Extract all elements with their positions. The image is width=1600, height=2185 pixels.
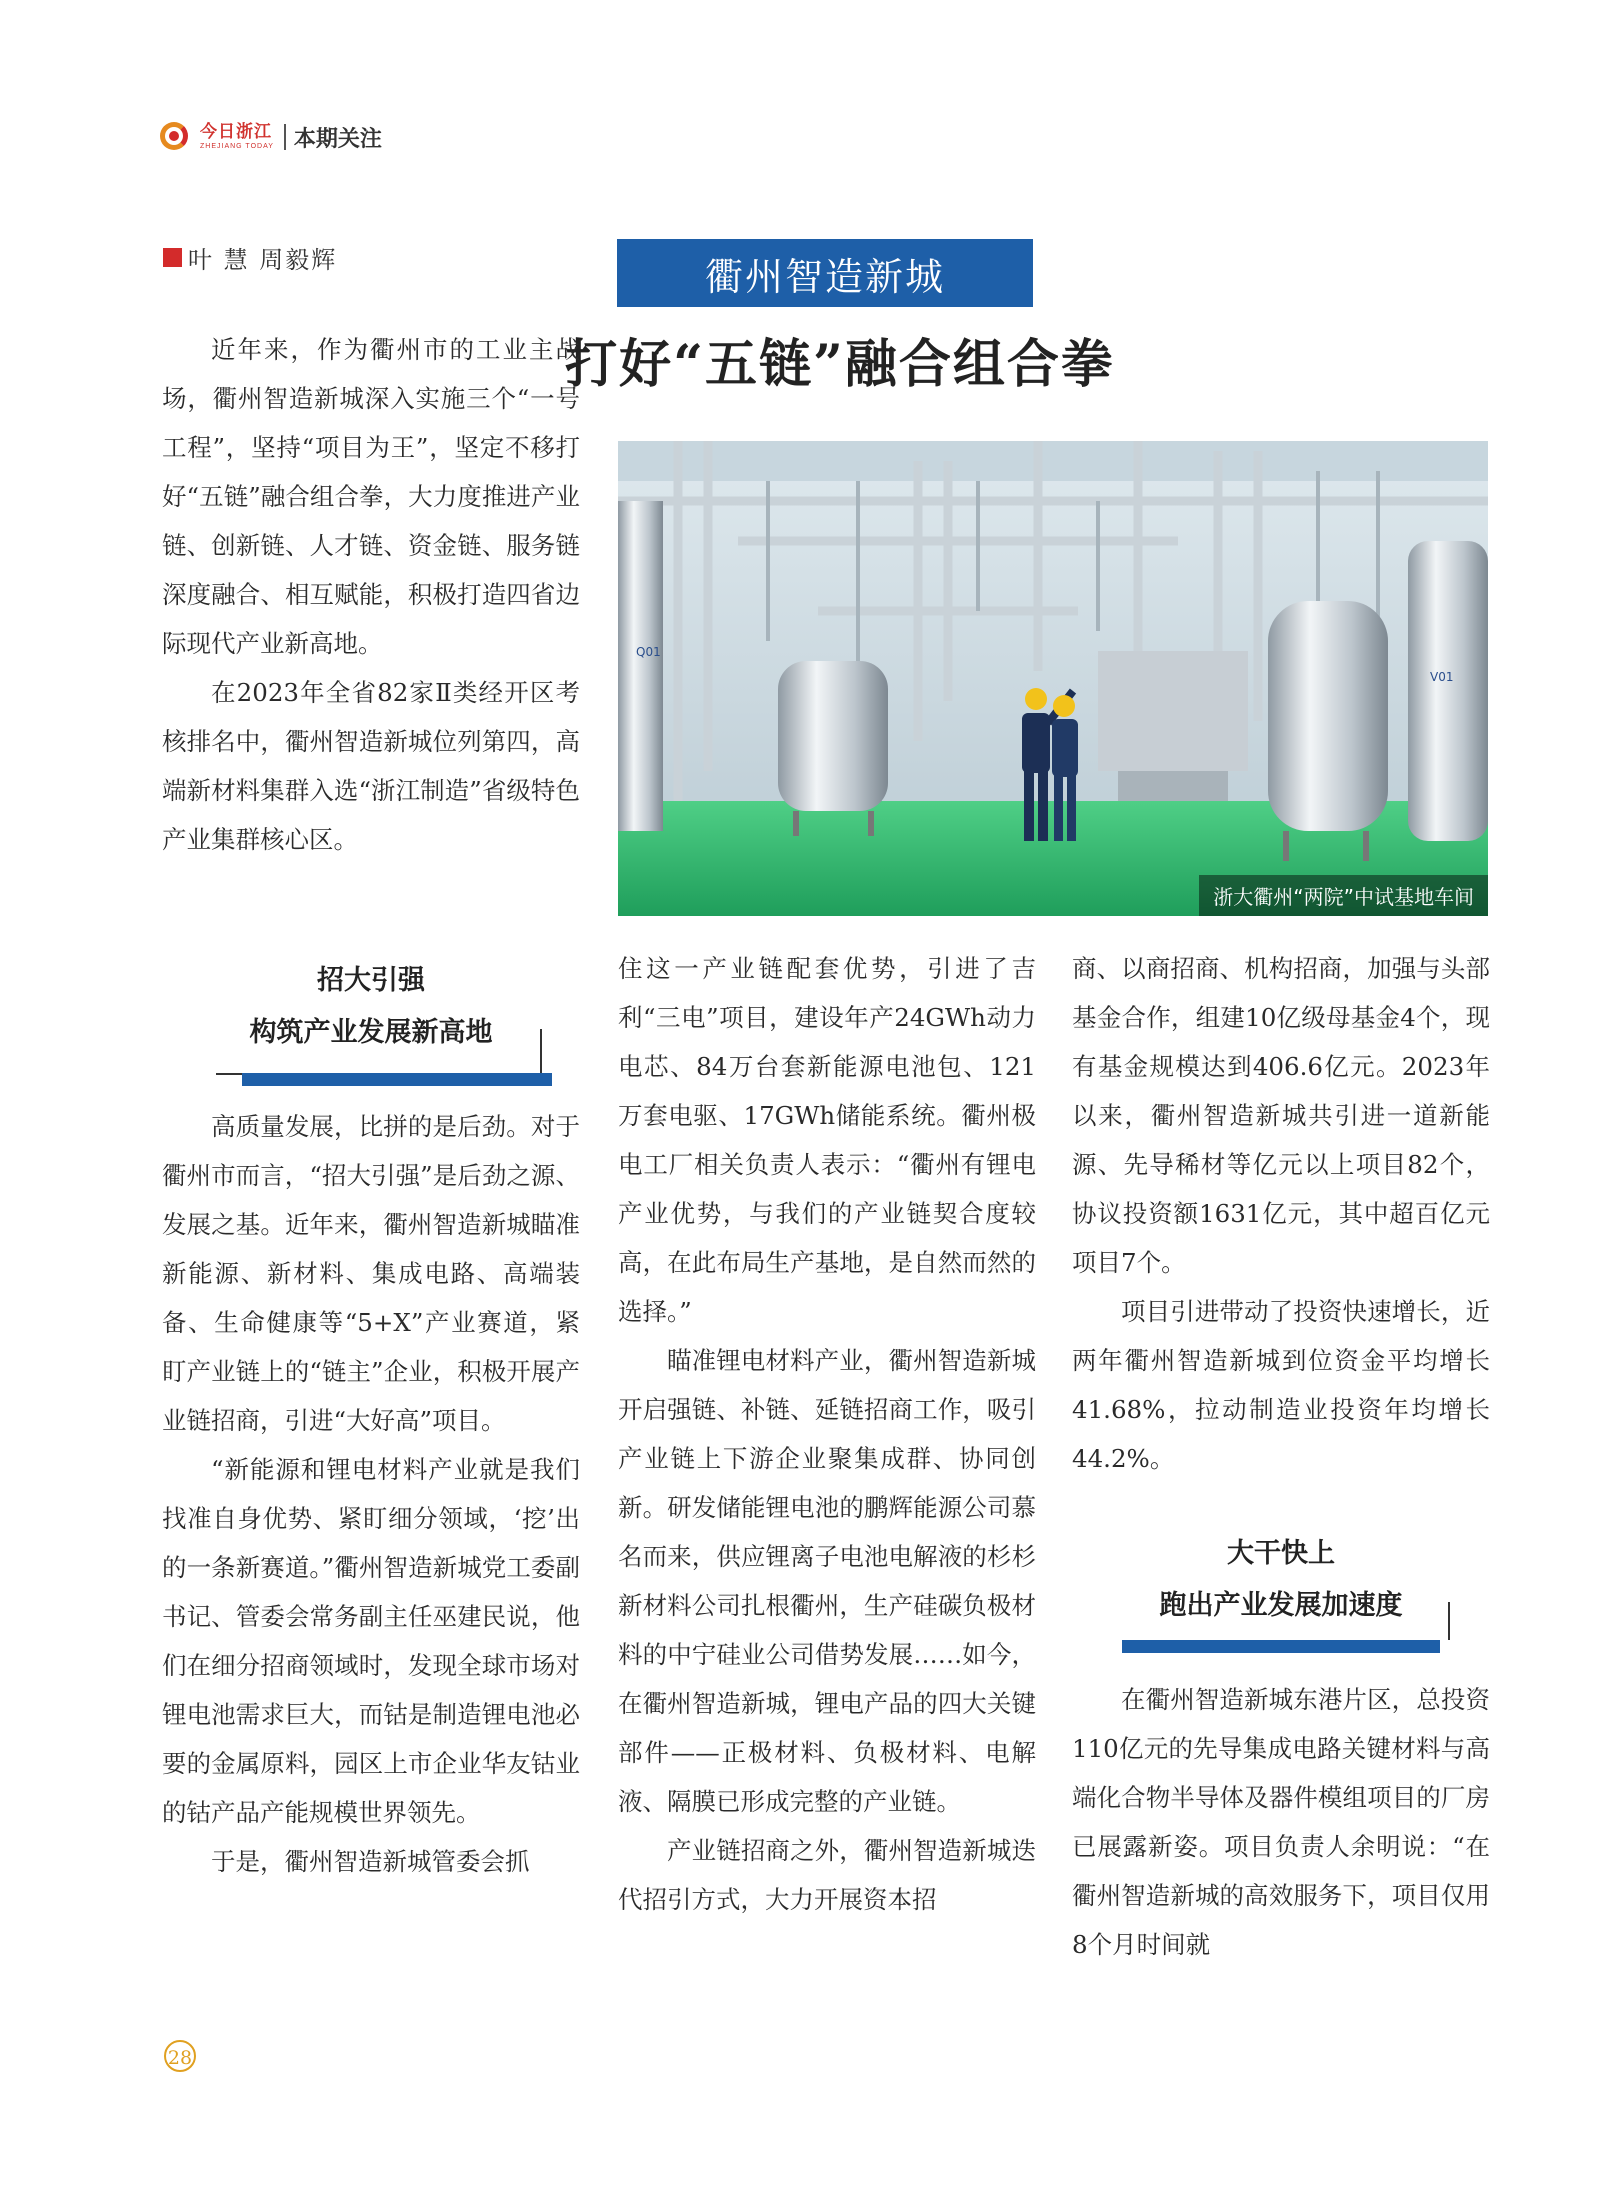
magazine-logo (200, 124, 274, 150)
article-title: 打好“五链”融合组合拳 (565, 334, 1115, 395)
subheading-tick-2 (216, 1073, 242, 1075)
paragraph: 项目引进带动了投资快速增长，近两年衢州智造新城到位资金平均增长41.68%，拉动制造业投资年均增长44.2%。 (1072, 1297, 1490, 1473)
paragraph: 高质量发展，比拼的是后劲。对于衢州市而言，“招大引强”是后劲之源、发展之基。近年来，衢州智造新城瞄准新能源、新材料、集成电路、高端装备、生命健康等“5+X”产业赛道，紧盯产业链上的“链主”企业，积极开展产业链招商，引进“大好高”项目。 (162, 1112, 580, 1435)
subheading-line-1: 招大引强 (317, 965, 425, 996)
svg-text:Q01: Q01 (636, 645, 661, 659)
subheading-line-1: 大干快上 (1227, 1538, 1335, 1569)
subheading-line-2: 跑出产业发展加速度 (1159, 1590, 1403, 1621)
paragraph: 产业链招商之外，衢州智造新城迭代招引方式，大力开展资本招 (618, 1836, 1036, 1914)
section-tag: 本期关注 (293, 125, 382, 151)
column-3 (1072, 944, 1490, 1483)
subheading-underline (1122, 1640, 1440, 1653)
column-2 (618, 944, 1036, 1924)
photo-caption: 浙大衢州“两院”中试基地车间 (1199, 875, 1488, 916)
column-1 (162, 325, 580, 864)
factory-photo (618, 441, 1488, 916)
logo-english: ZHEJIANG TODAY (200, 143, 274, 150)
byline (163, 240, 337, 275)
column-1-lower (162, 1102, 580, 1886)
subheading-line-2: 构筑产业发展新高地 (249, 1017, 493, 1048)
column-3-lower (1072, 1675, 1490, 1969)
svg-text:V01: V01 (1430, 670, 1454, 684)
paragraph: 在2023年全省82家Ⅱ类经开区考核排名中，衢州智造新城位列第四，高端新材料集群入选“浙江制造”省级特色产业集群核心区。 (162, 678, 580, 854)
masthead (160, 120, 382, 154)
paragraph: “新能源和锂电材料产业就是我们找准自身优势、紧盯细分领域，‘挖’出的一条新赛道。”衢州智造新城党工委副书记、管委会常务副主任巫建民说，他们在细分招商领域时，发现全球市场对锂电池需求巨大，而钴是制造锂电池必要的金属原料，园区上市企业华友钴业的钴产品产能规模世界领先。 (162, 1455, 580, 1827)
subheading-tick (1448, 1602, 1450, 1640)
paragraph: 在衢州智造新城东港片区，总投资110亿元的先导集成电路关键材料与高端化合物半导体及器件模组项目的厂房已展露新姿。项目负责人余明说：“在衢州智造新城的高效服务下，项目仅用8个月时间就 (1072, 1685, 1490, 1959)
paragraph: 瞄准锂电材料产业，衢州智造新城开启强链、补链、延链招商工作，吸引产业链上下游企业聚集成群、协同创新。研发储能锂电池的鹏辉能源公司慕名而来，供应锂离子电池电解液的杉杉新材料公司扎根衢州，生产硅碳负极材料的中宁硅业公司借势发展……如今，在衢州智造新城，锂电产品的四大关键部件——正极材料、负极材料、电解液、隔膜已形成完整的产业链。 (618, 1346, 1036, 1816)
page-number: 28 (164, 2040, 196, 2072)
paragraph: 近年来，作为衢州市的工业主战场，衢州智造新城深入实施三个“一号工程”，坚持“项目为王”，坚定不移打好“五链”融合组合拳，大力度推进产业链、创新链、人才链、资金链、服务链深度融合、相互赋能，积极打造四省边际现代产业新高地。 (162, 335, 580, 658)
topic-banner-text: 衢州智造新城 (704, 254, 945, 299)
subheading-tick (540, 1029, 542, 1073)
paragraph: 住这一产业链配套优势，引进了吉利“三电”项目，建设年产24GWh动力电芯、84万台套新能源电池包、121万套电驱、17GWh储能系统。衢州极电工厂相关负责人表示：“衢州有锂电产业优势，与我们的产业链契合度较高，在此布局生产基地，是自然而然的选择。” (618, 954, 1036, 1326)
topic-banner (617, 239, 1033, 307)
byline-marker-icon (163, 248, 182, 267)
zhejiang-today-logo-icon (160, 120, 194, 154)
paragraph: 商、以商招商、机构招商，加强与头部基金合作，组建10亿级母基金4个，现有基金规模达到406.6亿元。2023年以来，衢州智造新城共引进一道新能源、先导稀材等亿元以上项目82个，协议投资额1631亿元，其中超百亿元项目7个。 (1072, 954, 1490, 1277)
header-divider (284, 124, 286, 150)
subheading-1 (162, 955, 580, 1095)
authors: 叶 慧 周毅辉 (188, 246, 338, 274)
subheading-2 (1072, 1528, 1490, 1668)
logo-chinese: 今日浙江 (200, 122, 272, 142)
subheading-underline (242, 1073, 552, 1086)
paragraph: 于是，衢州智造新城管委会抓 (211, 1847, 530, 1876)
factory-illustration (618, 441, 1488, 916)
